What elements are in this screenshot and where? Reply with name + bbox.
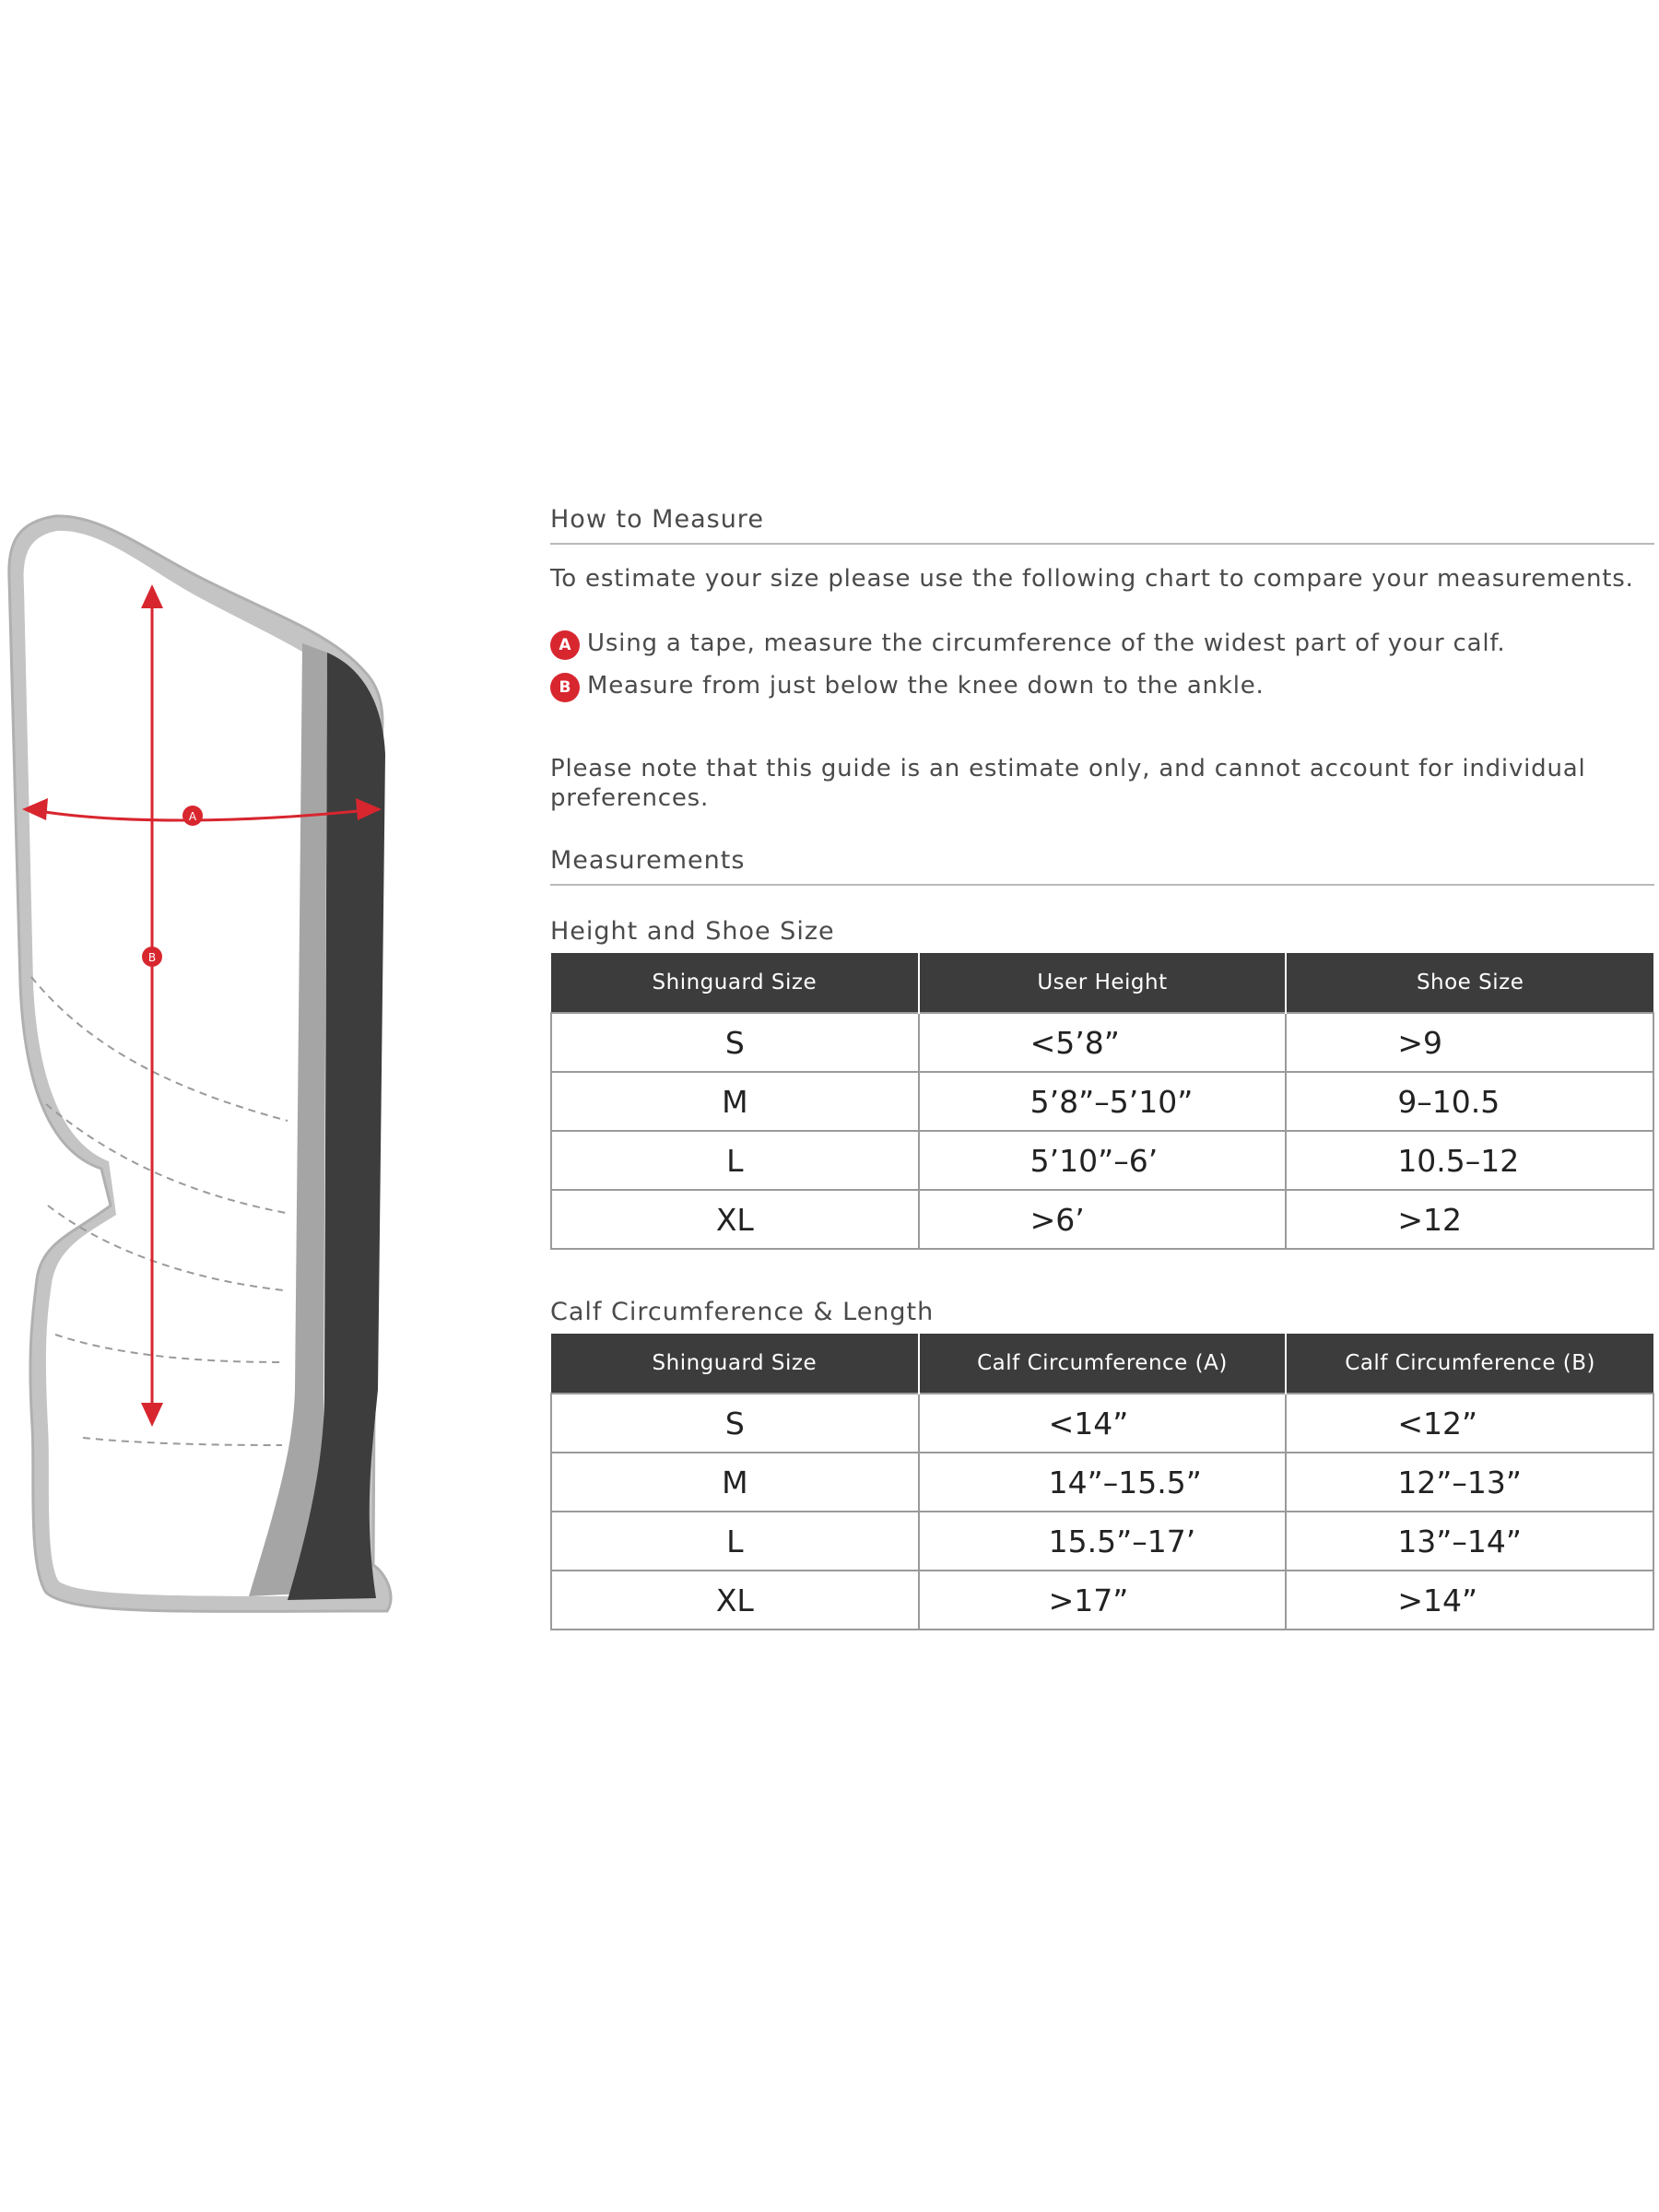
size-guide-content <box>550 505 1654 1630</box>
calf-a-cell: >17” <box>919 1571 1287 1630</box>
size-cell: M <box>551 1453 919 1512</box>
shinguard-illustration <box>0 505 406 1714</box>
size-cell: L <box>551 1512 919 1571</box>
step-a-badge: A <box>550 630 580 660</box>
table-header-row <box>551 1334 1653 1394</box>
height-cell: 5’10”–6’ <box>919 1131 1287 1190</box>
header-shinguard-size: Shinguard Size <box>551 953 919 1013</box>
calf-b-cell: >14” <box>1286 1571 1653 1630</box>
marker-a-label: A <box>188 810 197 823</box>
size-cell: S <box>551 1013 919 1072</box>
measure-steps <box>550 630 1654 702</box>
height-cell: 5’8”–5’10” <box>919 1072 1287 1131</box>
table-row <box>551 1571 1653 1630</box>
step-b <box>550 673 1654 702</box>
estimate-note: Please note that this guide is an estimate only, and cannot account for individual preferences. <box>550 755 1586 812</box>
intro-text: To estimate your size please use the following chart to compare your measurements. <box>550 565 1634 593</box>
marker-b-label: B <box>147 951 157 964</box>
calf-table-caption: Calf Circumference & Length <box>550 1298 935 1326</box>
table-row <box>551 1512 1653 1571</box>
table-row <box>551 1131 1653 1190</box>
table-row <box>551 1453 1653 1512</box>
size-cell: L <box>551 1131 919 1190</box>
header-shinguard-size: Shinguard Size <box>551 1334 919 1394</box>
table-header-row <box>551 953 1653 1013</box>
shoe-cell: >9 <box>1286 1013 1653 1072</box>
height-cell: >6’ <box>919 1190 1287 1249</box>
step-b-text: Measure from just below the knee down to the ankle. <box>587 672 1265 700</box>
table-row <box>551 1072 1653 1131</box>
step-b-badge: B <box>550 673 580 702</box>
shoe-cell: 9–10.5 <box>1286 1072 1653 1131</box>
calf-a-cell: 14”–15.5” <box>919 1453 1287 1512</box>
size-cell: M <box>551 1072 919 1131</box>
shoe-cell: >12 <box>1286 1190 1653 1249</box>
height-shoe-size-table <box>550 953 1654 1250</box>
header-calf-circumference-b: Calf Circumference (B) <box>1286 1334 1653 1394</box>
size-cell: XL <box>551 1190 919 1249</box>
step-a-text: Using a tape, measure the circumference of the widest part of your calf. <box>587 629 1506 657</box>
calf-b-cell: 13”–14” <box>1286 1512 1653 1571</box>
calf-circumference-table <box>550 1334 1654 1630</box>
step-a <box>550 630 1654 660</box>
table-row <box>551 1190 1653 1249</box>
calf-a-cell: <14” <box>919 1394 1287 1453</box>
shoe-cell: 10.5–12 <box>1286 1131 1653 1190</box>
height-cell: <5’8” <box>919 1013 1287 1072</box>
size-cell: S <box>551 1394 919 1453</box>
table-row <box>551 1394 1653 1453</box>
header-user-height: User Height <box>919 953 1287 1013</box>
marker-a <box>182 806 203 826</box>
calf-b-cell: 12”–13” <box>1286 1453 1653 1512</box>
header-shoe-size: Shoe Size <box>1286 953 1653 1013</box>
how-to-measure-title: How to Measure <box>550 505 1654 545</box>
calf-b-cell: <12” <box>1286 1394 1653 1453</box>
size-cell: XL <box>551 1571 919 1630</box>
table-row <box>551 1013 1653 1072</box>
height-table-caption: Height and Shoe Size <box>550 917 835 946</box>
marker-b <box>142 947 162 967</box>
header-calf-circumference-a: Calf Circumference (A) <box>919 1334 1287 1394</box>
measurements-title: Measurements <box>550 846 1654 886</box>
calf-a-cell: 15.5”–17’ <box>919 1512 1287 1571</box>
